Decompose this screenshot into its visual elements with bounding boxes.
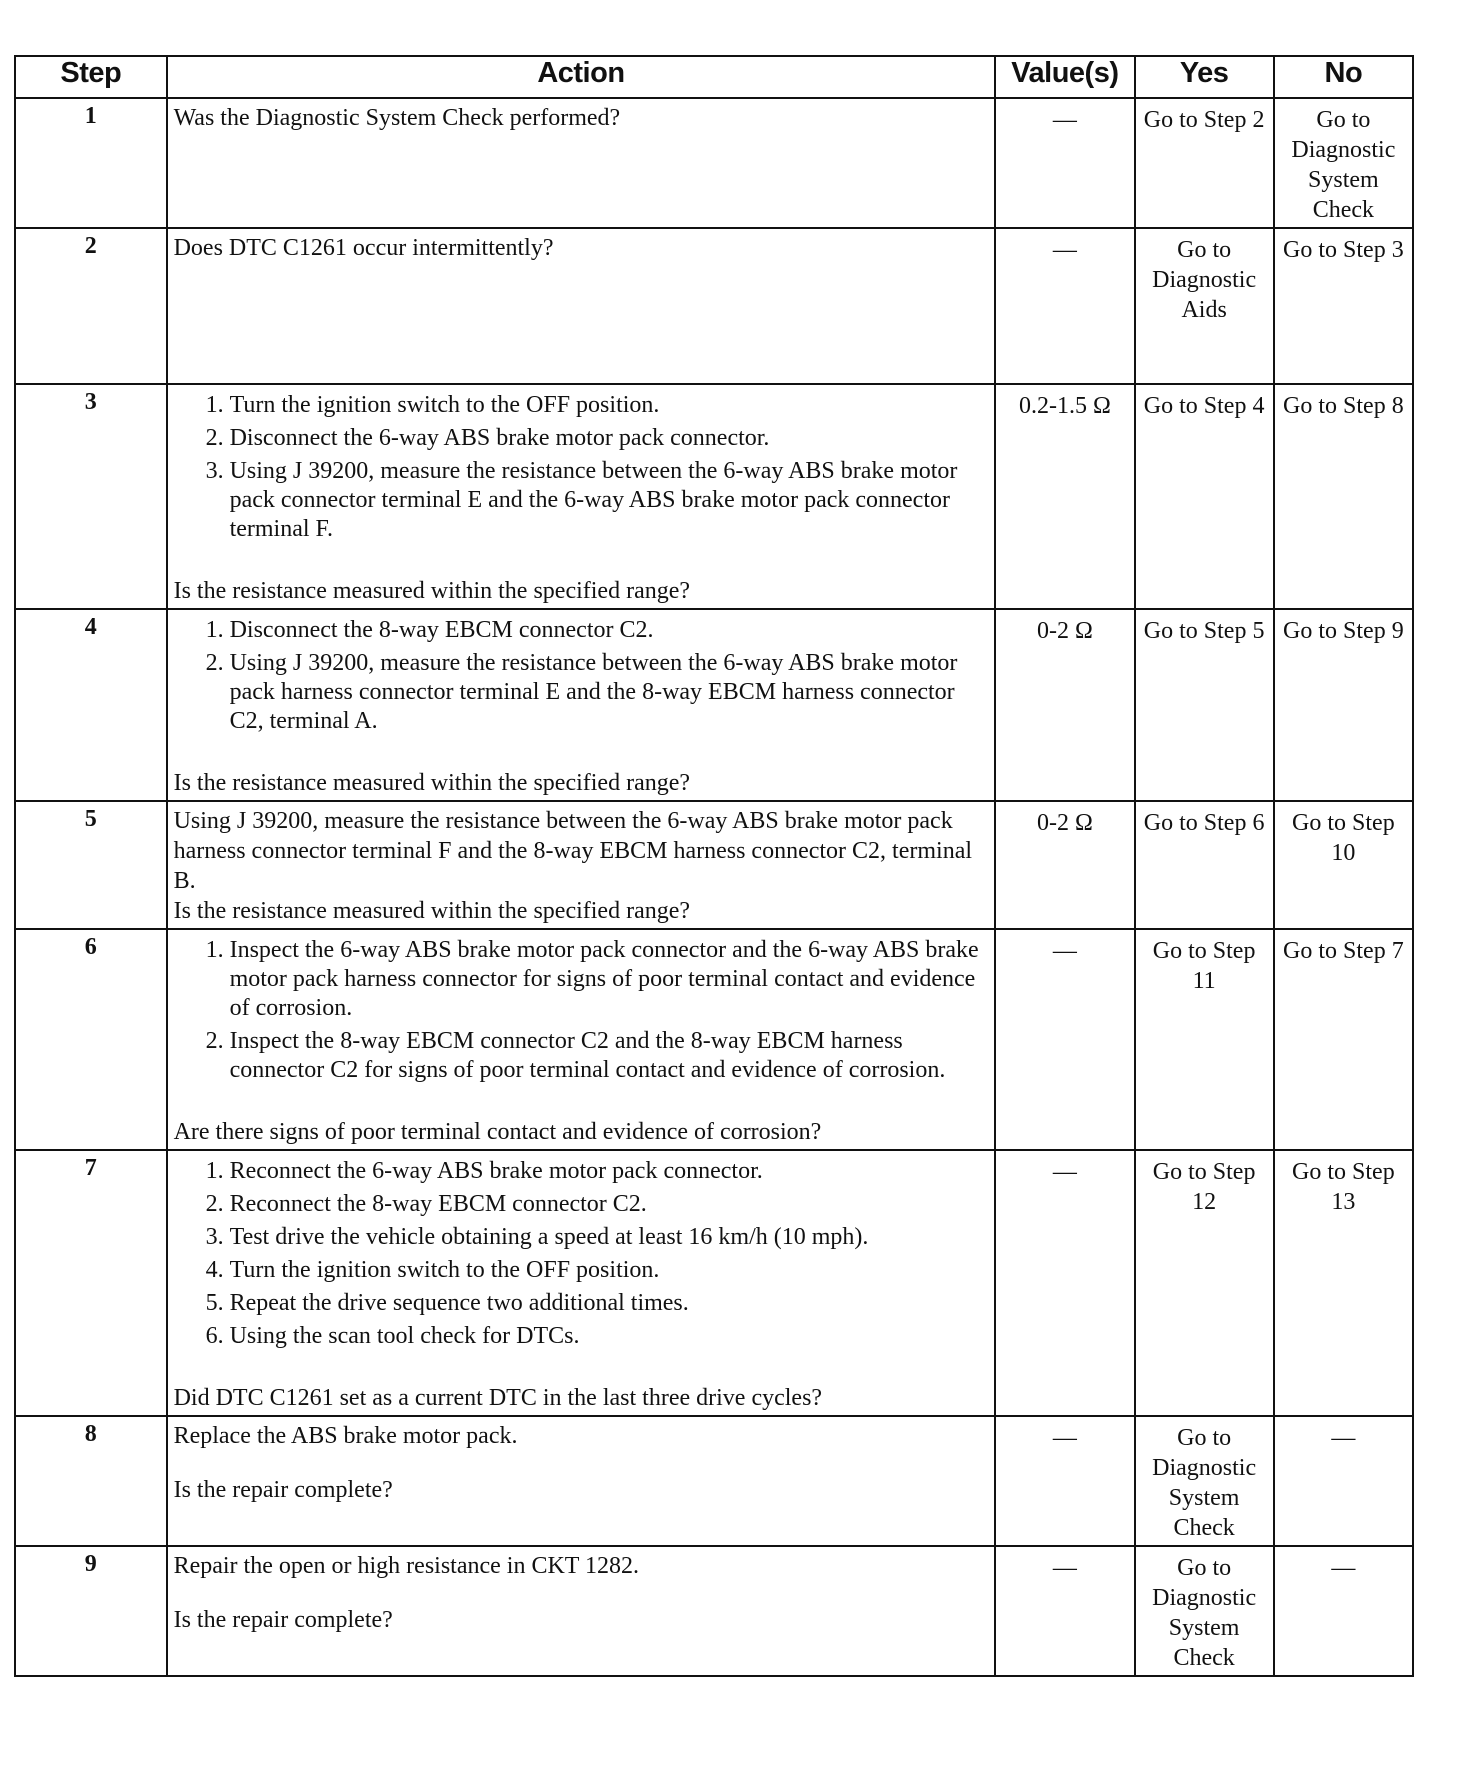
no-result: Go to Diagnostic System Check — [1274, 98, 1413, 228]
header-values: Value(s) — [995, 56, 1134, 98]
yes-result: Go to Diagnostic System Check — [1135, 1546, 1274, 1676]
yes-result: Go to Step 11 — [1135, 929, 1274, 1150]
value-cell: — — [995, 1150, 1134, 1416]
table-row-step-4 — [15, 609, 1413, 801]
action-question: Is the resistance measured within the specified range? — [173, 578, 691, 604]
step-number: 7 — [15, 1150, 167, 1416]
step-number: 8 — [15, 1416, 167, 1546]
no-result: Go to Step 3 — [1274, 228, 1413, 384]
action-question: Did DTC C1261 set as a current DTC in the last three drive cycles? — [173, 1385, 823, 1411]
action-step: 1. Inspect the 6-way ABS brake motor pack connector and the 6-way ABS brake motor pack harness connector for signs of poor terminal contact and evidence of corrosion. — [230, 936, 989, 1023]
value-cell: — — [995, 929, 1134, 1150]
action-steps-list — [174, 616, 989, 736]
action-cell — [167, 929, 996, 1150]
action-step: 5. Repeat the drive sequence two additional times. — [230, 1289, 989, 1318]
yes-result: Go to Step 6 — [1135, 801, 1274, 929]
table-row-step-9 — [15, 1546, 1413, 1676]
action-cell — [167, 98, 996, 228]
no-result: Go to Step 9 — [1274, 609, 1413, 801]
yes-result: Go to Diagnostic Aids — [1135, 228, 1274, 384]
table-row-step-6 — [15, 929, 1413, 1150]
step-number: 4 — [15, 609, 167, 801]
action-cell — [167, 384, 996, 609]
value-cell: — — [995, 228, 1134, 384]
action-steps-list — [174, 391, 989, 544]
diagnostic-table — [14, 55, 1414, 1677]
table-row-step-1 — [15, 98, 1413, 228]
step-number: 9 — [15, 1546, 167, 1676]
step-number: 6 — [15, 929, 167, 1150]
action-question: Is the repair complete? — [173, 1477, 393, 1503]
action-text: Replace the ABS brake motor pack. — [173, 1423, 518, 1449]
action-cell — [167, 228, 996, 384]
action-text: Was the Diagnostic System Check performed? — [173, 105, 621, 131]
value-cell: 0-2 Ω — [995, 609, 1134, 801]
action-text: Does DTC C1261 occur intermittently? — [173, 235, 554, 261]
table-row-step-7 — [15, 1150, 1413, 1416]
no-result: Go to Step 7 — [1274, 929, 1413, 1150]
step-number: 5 — [15, 801, 167, 929]
yes-result: Go to Step 2 — [1135, 98, 1274, 228]
yes-result: Go to Step 4 — [1135, 384, 1274, 609]
action-step: 1. Reconnect the 6-way ABS brake motor pack connector. — [230, 1157, 989, 1186]
action-question: Are there signs of poor terminal contact and evidence of corrosion? — [173, 1119, 822, 1145]
no-result: Go to Step 13 — [1274, 1150, 1413, 1416]
yes-result: Go to Step 5 — [1135, 609, 1274, 801]
yes-result: Go to Step 12 — [1135, 1150, 1274, 1416]
action-step: 3. Test drive the vehicle obtaining a speed at least 16 km/h (10 mph). — [230, 1223, 989, 1252]
action-steps-list — [174, 936, 989, 1085]
table-row-step-2 — [15, 228, 1413, 384]
no-result: Go to Step 8 — [1274, 384, 1413, 609]
value-cell: 0.2-1.5 Ω — [995, 384, 1134, 609]
action-step: 2. Reconnect the 8-way EBCM connector C2. — [230, 1190, 989, 1219]
action-text: Using J 39200, measure the resistance between the 6-way ABS brake motor pack harness connector terminal F and the 8-way EBCM harness connector C2, terminal B. — [173, 808, 973, 894]
action-steps-list — [174, 1157, 989, 1351]
header-yes: Yes — [1135, 56, 1274, 98]
step-number: 3 — [15, 384, 167, 609]
action-question: Is the repair complete? — [173, 1607, 393, 1633]
no-result: Go to Step 10 — [1274, 801, 1413, 929]
value-cell: 0-2 Ω — [995, 801, 1134, 929]
header-no: No — [1274, 56, 1413, 98]
action-step: 2. Using J 39200, measure the resistance between the 6-way ABS brake motor pack harness connector terminal E and the 8-way EBCM harness connector C2, terminal A. — [230, 649, 989, 736]
value-cell: — — [995, 1416, 1134, 1546]
action-step: 3. Using J 39200, measure the resistance between the 6-way ABS brake motor pack connector terminal E and the 6-way ABS brake motor pack connector terminal F. — [230, 457, 989, 544]
action-text: Repair the open or high resistance in CKT 1282. — [173, 1553, 640, 1579]
action-step: 4. Turn the ignition switch to the OFF position. — [230, 1256, 989, 1285]
action-question: Is the resistance measured within the specified range? — [173, 898, 691, 924]
action-step: 2. Disconnect the 6-way ABS brake motor pack connector. — [230, 424, 989, 453]
header-row — [15, 56, 1413, 98]
action-cell — [167, 1416, 996, 1546]
value-cell: — — [995, 98, 1134, 228]
no-result: — — [1274, 1416, 1413, 1546]
action-cell — [167, 801, 996, 929]
action-question: Is the resistance measured within the specified range? — [173, 770, 691, 796]
value-cell: — — [995, 1546, 1134, 1676]
table-row-step-8 — [15, 1416, 1413, 1546]
action-step: 2. Inspect the 8-way EBCM connector C2 and the 8-way EBCM harness connector C2 for signs of poor terminal contact and evidence of corrosion. — [230, 1027, 989, 1085]
no-result: — — [1274, 1546, 1413, 1676]
action-cell — [167, 1150, 996, 1416]
step-number: 2 — [15, 228, 167, 384]
header-action: Action — [167, 56, 996, 98]
action-cell — [167, 609, 996, 801]
action-step: 1. Turn the ignition switch to the OFF position. — [230, 391, 989, 420]
action-step: 6. Using the scan tool check for DTCs. — [230, 1322, 989, 1351]
table-row-step-3 — [15, 384, 1413, 609]
action-cell — [167, 1546, 996, 1676]
header-step: Step — [15, 56, 167, 98]
step-number: 1 — [15, 98, 167, 228]
yes-result: Go to Diagnostic System Check — [1135, 1416, 1274, 1546]
table-row-step-5 — [15, 801, 1413, 929]
action-step: 1. Disconnect the 8-way EBCM connector C2. — [230, 616, 989, 645]
